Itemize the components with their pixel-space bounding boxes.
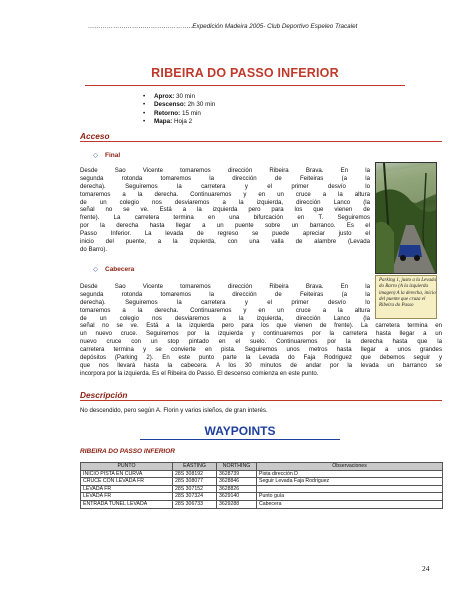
cell-northing: 3628826 <box>217 485 257 493</box>
text-line: señal no se ve. Está a la izquierda pero para los que vienen de <box>80 206 370 214</box>
text-line: derecha). Seguiremos la carretera y el primer desvío lo <box>80 298 370 306</box>
column-header: NORTHING <box>217 463 257 471</box>
stat-aprox <box>140 93 360 101</box>
stat-label: Aprox: <box>154 93 175 100</box>
cell-northing: 3628739 <box>217 470 257 478</box>
section-heading-acceso: Acceso <box>80 131 442 142</box>
caption-line: Parking 1, justo a la Levada <box>379 278 436 283</box>
caption-line: do Barro (A la izquierda <box>379 284 428 290</box>
text-line: segunda rotonda tomaremos la dirección de Feiteiras (a la <box>80 174 370 182</box>
text-line: inicio del puente, a la izquierda, con una valla de alambre (Levada <box>80 238 370 246</box>
stat-label: Descenso: <box>154 101 186 109</box>
cell-easting: 28S 308077 <box>173 478 217 486</box>
text-line: derecha). Seguiremos la carretera y el primer desvío lo <box>80 182 370 190</box>
text-line: Passo Inferior. La levada de regreso se puede apreciar justo el <box>80 230 370 238</box>
text-line: de un colegio nos desviaremos a la izquierda, dirección Lanco (la <box>80 314 370 322</box>
running-header: …………………………………………..Expedición Madeira 2005- Club Deportivo Espeleo Tracalet <box>88 23 358 30</box>
column-header: Observaciones <box>257 463 443 471</box>
table-row <box>81 493 443 501</box>
subsection-final <box>93 151 120 159</box>
table-header-row <box>81 463 443 471</box>
text-line: por la derecha hasta llegar a un puente sobre un barranco. Es el <box>80 222 370 230</box>
caption-line: del puente que cruza el <box>379 296 426 302</box>
stat-mapa <box>140 118 360 126</box>
table-row <box>81 500 443 508</box>
table-row <box>81 485 443 493</box>
caption-line: imagen) A la derecha, inicio <box>379 290 436 296</box>
cell-observaciones: Cabecera <box>257 500 443 508</box>
table-row <box>81 478 443 486</box>
cabecera-paragraph <box>80 283 442 378</box>
cell-observaciones: Pista dirección D <box>257 470 443 478</box>
column-header: PUNTO <box>81 463 173 471</box>
stat-descenso <box>140 101 360 109</box>
subsection-label: Final <box>105 152 121 159</box>
parking-photo-illustration <box>376 163 437 274</box>
waypoints-table <box>80 462 443 509</box>
text-line: señal no se ve. Está a la izquierda pero para los que vienen de frente). La carretera termina en <box>80 322 442 330</box>
cell-easting: 28S 307152 <box>173 485 217 493</box>
text-line: depósitos (Parking 2). En este punto parte la Levada do Faja Rodriguez que debemos seguir y <box>80 354 442 362</box>
parking-photo <box>375 162 437 274</box>
page-title: RIBEIRA DO PASSO INFERIOR <box>85 66 405 86</box>
cell-punto: LEVADA FR <box>81 485 173 493</box>
cell-northing: 3629288 <box>217 500 257 508</box>
section-heading-descripcion: Descripción <box>80 390 442 401</box>
stat-label: Mapa: <box>154 117 173 125</box>
text-line: frente). La carretera termina en una bifurcación en T. Seguiremos <box>80 214 370 222</box>
caption-line: Ribeira do Passo <box>379 303 414 309</box>
text-line: No descendido, pero según A. Florin y varios isleños, de gran interés. <box>80 407 268 414</box>
stat-value: Hoja 2 <box>172 117 193 125</box>
route-stats-list <box>140 93 360 126</box>
text-line: de un colegio nos desviaremos a la izquierda, dirección Lanco (la <box>80 198 370 206</box>
table-row <box>81 470 443 478</box>
text-line: un nuevo cruce. Seguiremos por la izquierda y continuaremos por la carretera hasta llegar a un <box>80 330 442 338</box>
text-line: carretera termina y se convierte en pista. Seguiremos unos metros hasta llegar a unos grandes <box>80 346 442 354</box>
text-line: Desde Sao Vicente tomaremos dirección Ribeira Brava. En la <box>80 283 370 290</box>
page-number: 24 <box>422 564 430 573</box>
text-line: segunda rotonda tomaremos la dirección de Feiteiras (a la <box>80 290 370 298</box>
waypoints-title: WAYPOINTS <box>140 424 340 440</box>
stat-value: 2h 30 min <box>185 101 216 109</box>
descripcion-paragraph <box>80 407 442 415</box>
cell-easting: 28S 307324 <box>173 493 217 501</box>
cell-punto: INICIO PISTA EN CURVA <box>81 470 173 478</box>
cell-observaciones <box>257 485 443 493</box>
cell-easting: 28S 306733 <box>173 500 217 508</box>
diamond-bullet-icon: ◇ <box>93 266 98 273</box>
text-line: do Barro). <box>80 245 108 253</box>
text-line: Desde Sao Vicente tomaremos dirección Ribeira Brava. En la <box>80 167 370 174</box>
text-line: tomaremos a la derecha. Continuaremos y en un cruce a la altura <box>80 306 370 314</box>
final-paragraph <box>80 167 370 254</box>
cell-observaciones: Punto guía <box>257 493 443 501</box>
cell-easting: 28S 308192 <box>173 470 217 478</box>
cell-punto: CRUCE CON LEVADA FR <box>81 478 173 486</box>
text-line: tomaremos a la derecha. Continuaremos y en un cruce a la altura <box>80 190 370 198</box>
subsection-cabecera <box>93 265 134 273</box>
stat-value: 30 min <box>174 93 195 100</box>
cell-punto: ENTRADA TUNEL LEVADA <box>81 500 173 508</box>
stat-label: Retorno: <box>154 109 181 117</box>
text-line: que nos llevará hasta la cabecera. A los 30 minutos de andar por la levada un barranco se <box>80 361 442 369</box>
column-header: EASTING <box>173 463 217 471</box>
waypoints-subtitle: RIBEIRA DO PASSO INFERIOR <box>80 448 175 455</box>
cell-northing: 3629140 <box>217 493 257 501</box>
diamond-bullet-icon: ◇ <box>93 152 98 159</box>
cell-observaciones: Seguir Levada Faja Rodriguez <box>257 478 443 486</box>
cell-northing: 3628846 <box>217 478 257 486</box>
stat-retorno <box>140 110 360 118</box>
cell-punto: LEVADA FR <box>81 493 173 501</box>
text-line: nuevo cruce con un stop pintado en el suelo. Continuaremos por la derecha hasta que la <box>80 338 442 346</box>
text-line: incorpora por la izquierda. Es el Ribeira do Passo. El descenso comienza en este punto. <box>80 369 319 377</box>
subsection-label: Cabecera <box>105 266 135 273</box>
stat-value: 15 min <box>180 109 201 117</box>
